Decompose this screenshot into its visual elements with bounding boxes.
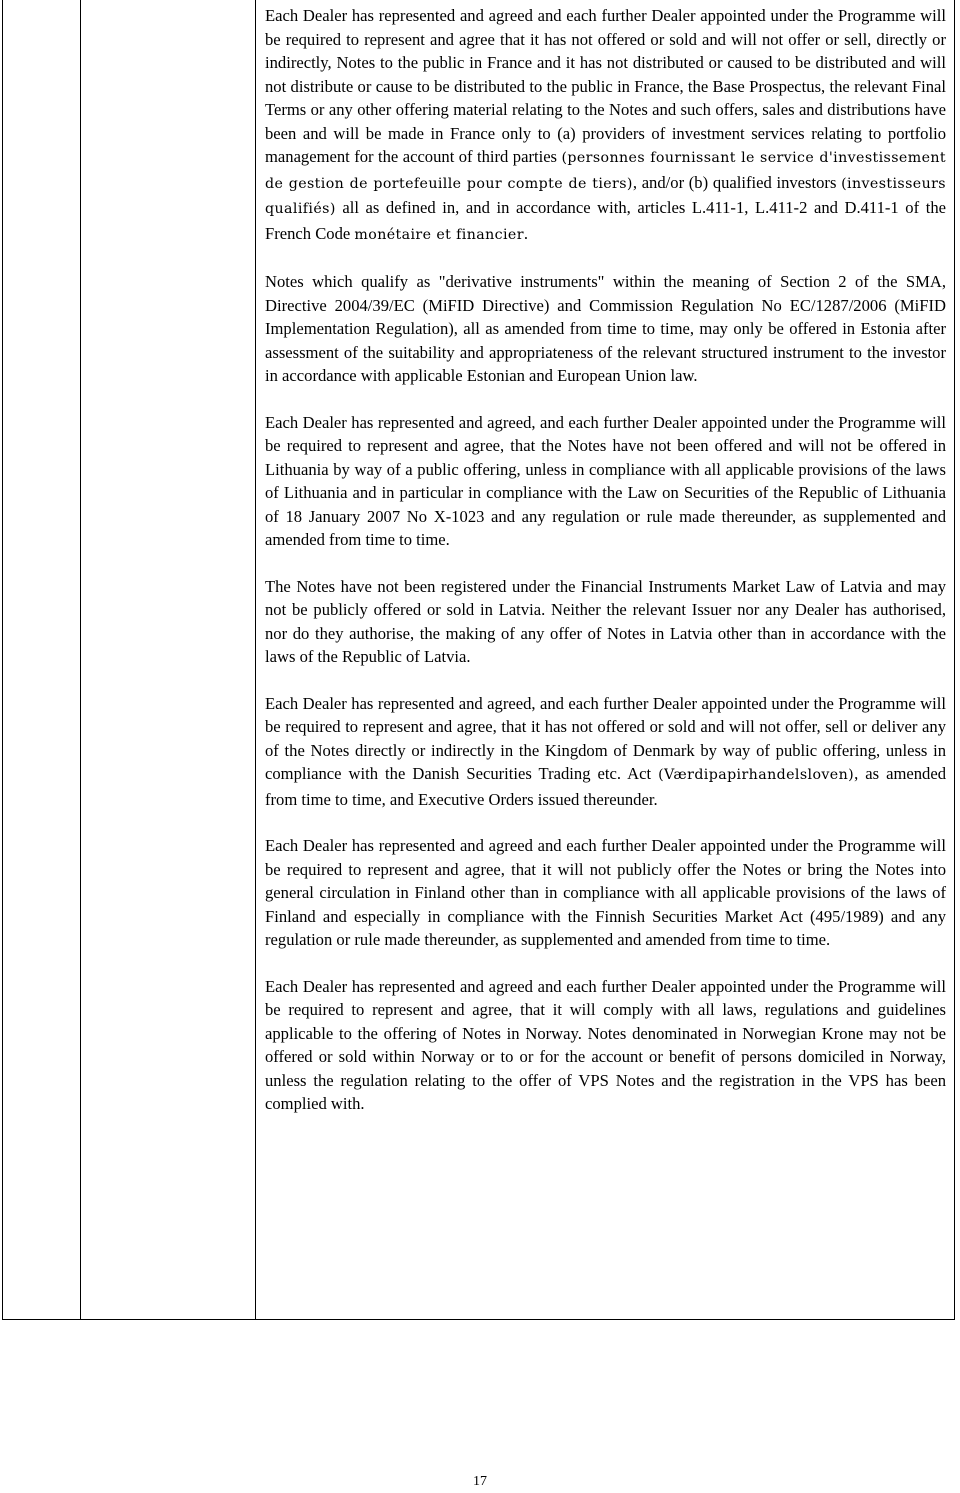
italic-term: (personnes fournissant le service d'investissement de gestion de portefeuille pour compte de tiers) bbox=[265, 150, 947, 192]
italic-term: (investisseurs qualifiés) bbox=[265, 175, 946, 217]
paragraph-text: Each Dealer has represented and agreed, and each further Dealer appointed under the Programme will be required to represent and agree, that the Notes have not been offered and will not be offered in Lithuania by way of a public offering, unless in compliance with all applicable provisions of the laws of Lithuania and in particular in compliance with the Law on Securities of the Republic of Lithuania of 18 January 2007 No X-1023 and any regulation or rule made thereunder, as supplemented and amended from time to time. bbox=[265, 412, 946, 549]
paragraph-text: Each Dealer has represented and agreed and each further Dealer appointed under the Programme will be required to represent and agree, that it will not publicly offer the Notes or bring the Notes into general circulation in Finland other than in compliance with all applicable provisions of the laws of Finland and especially in compliance with the Finnish Securities Market Act (495/1989) and any regulation or rule made thereunder, as supplemented and amended from time to time. bbox=[265, 836, 946, 949]
page-number: 17 bbox=[473, 1474, 487, 1489]
italic-term: (Værdipapirhandelsloven) bbox=[658, 767, 855, 783]
paragraph bbox=[265, 4, 946, 247]
table-column-divider bbox=[80, 0, 81, 1319]
document-body bbox=[265, 4, 946, 1139]
table-column-divider bbox=[255, 0, 256, 1319]
paragraph-text: Each Dealer has represented and agreed and each further Dealer appointed under the Programme will be required to represent and agree that it has not offered or sold and will not offer or sell, directly or indirectly, Notes to the public in France and it has not distributed or caused to be distributed and will not distribute or cause to be distributed to the public in France, the Base Prospectus, the relevant Final Terms or any other offering material relating to the Notes and such offers, sales and distributions have been and will be made in France only to (a) providers of investment services relating to portfolio management for the account of third parties bbox=[265, 6, 946, 166]
paragraph-text: The Notes have not been registered under the Financial Instruments Market Law of Latvia and may not be publicly offered or sold in Latvia. Neither the relevant Issuer nor any Dealer has authorised, nor do they authorise, the making of any offer of Notes in Latvia other than in accordance with the laws of the Republic of Latvia. bbox=[265, 576, 946, 666]
paragraph-text: . bbox=[523, 223, 529, 243]
paragraph bbox=[265, 575, 946, 669]
paragraph bbox=[265, 975, 946, 1116]
paragraph bbox=[265, 692, 946, 812]
paragraph bbox=[265, 834, 946, 952]
paragraph bbox=[265, 411, 946, 552]
paragraph-text: , and/or (b) qualified investors bbox=[632, 172, 842, 192]
paragraph-text: Each Dealer has represented and agreed, and each further Dealer appointed under the Programme will be required to represent and agree, that it has not offered or sold and will not offer, sell or deliver any of the Notes directly or indirectly in the Kingdom of Denmark by way of public offering, unless in compliance with the Danish Securities Trading etc. Act bbox=[265, 693, 946, 783]
italic-term: monétaire et financier bbox=[354, 226, 524, 243]
paragraph-text: Each Dealer has represented and agreed and each further Dealer appointed under the Programme will be required to represent and agree, that it will comply with all laws, regulations and guidelines applicable to the offering of Notes in Norway. Notes denominated in Norwegian Krone may not be offered or sold within Norway or to or for the account or benefit of persons domiciled in Norway, unless the regulation relating to the offer of VPS Notes and the registration in the VPS has been complied with. bbox=[265, 976, 946, 1113]
paragraph-text: all as defined in, and in accordance with, articles L.411-1, L.411-2 and D.411-1 of the French Code bbox=[265, 198, 946, 243]
paragraph bbox=[265, 270, 946, 388]
paragraph-text: , as amended from time to time, and Executive Orders issued thereunder. bbox=[265, 764, 947, 809]
paragraph-text: Notes which qualify as "derivative instruments" within the meaning of Section 2 of the SMA, Directive 2004/39/EC (MiFID Directive) and Commission Regulation No EC/1287/2006 (MiFID Implementation Regulation), all as amended from time to time, may only be offered in Estonia after assessment of the suitability and appropriateness of the relevant structured instrument to the investor in accordance with applicable Estonian and European Union law. bbox=[265, 272, 946, 385]
